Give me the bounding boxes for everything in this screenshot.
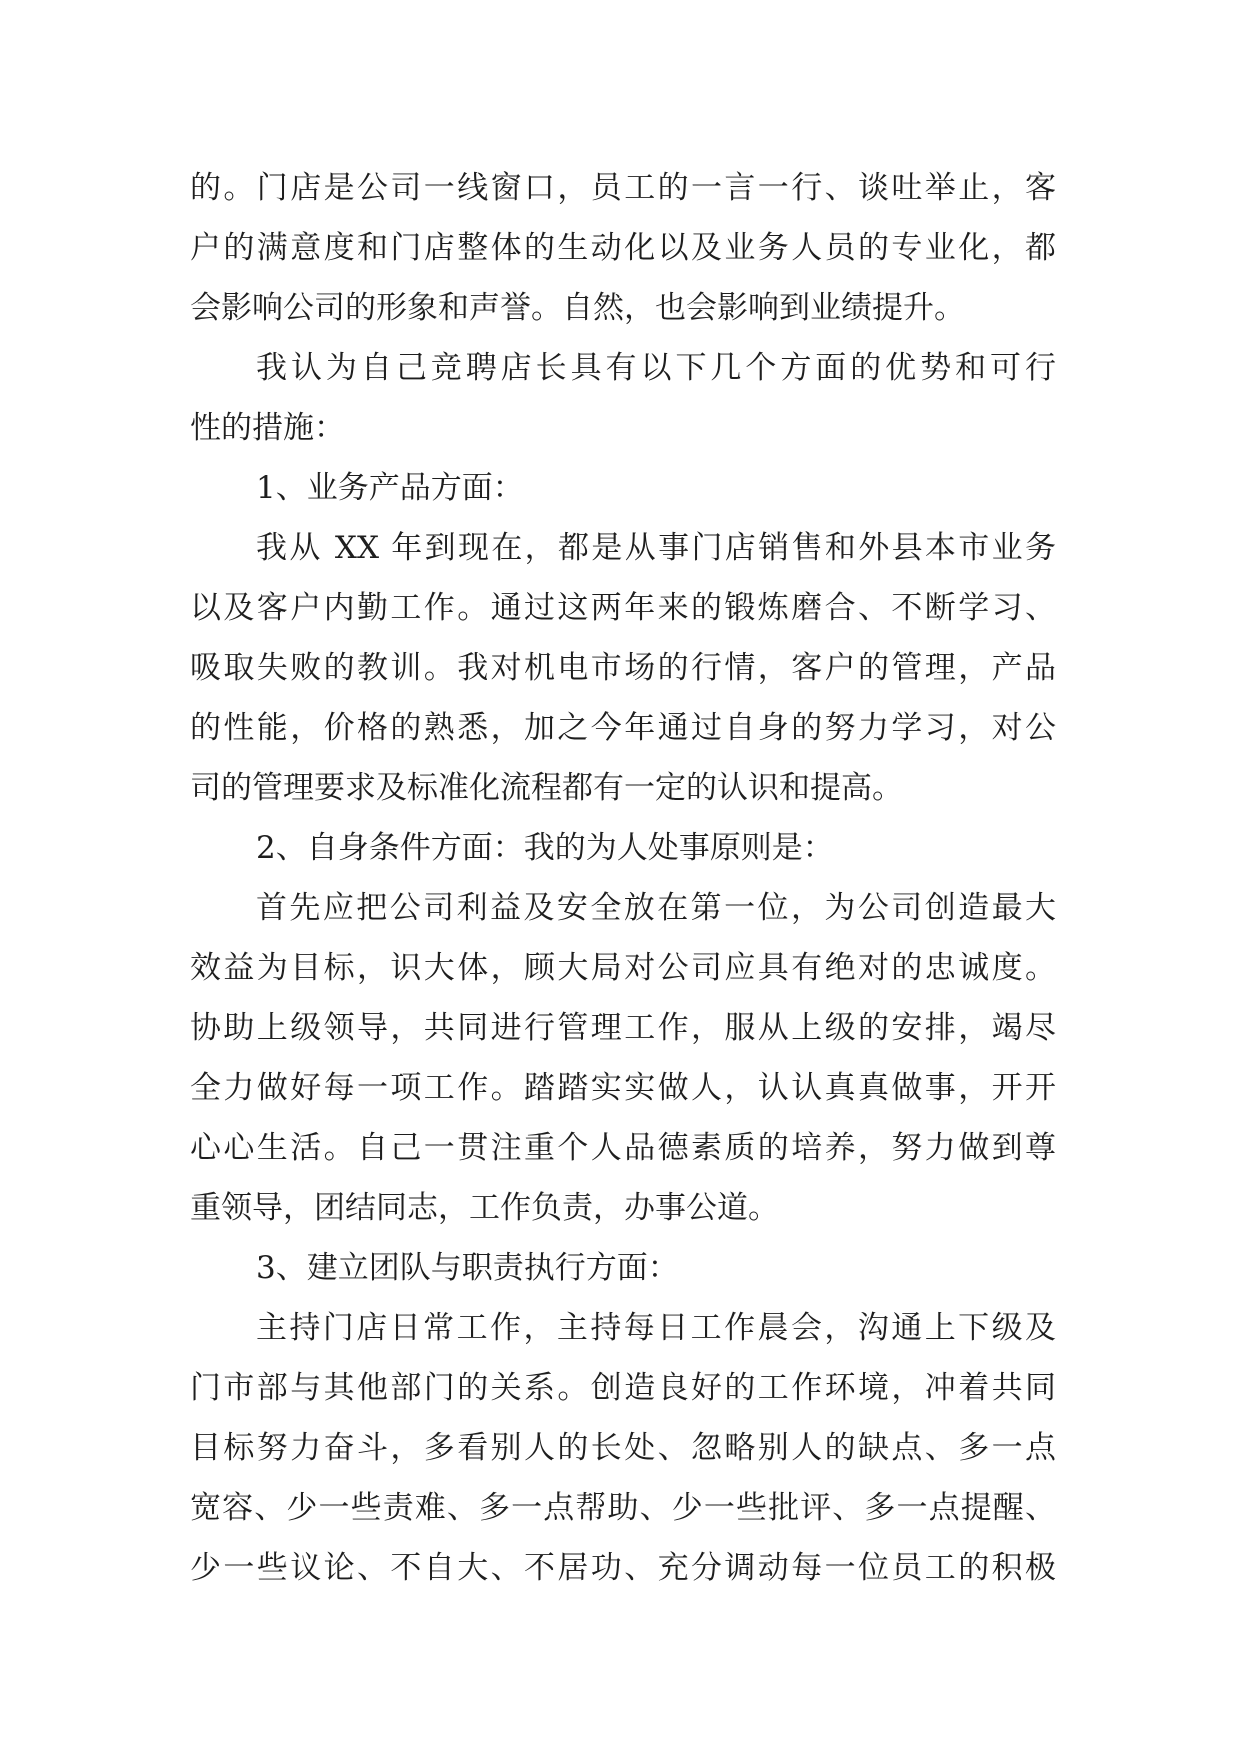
text-line: 的。门店是公司一线窗口，员工的一言一行、谈吐举止，客 xyxy=(190,170,1056,206)
section-heading: 3、建立团队与职责执行方面： xyxy=(256,1250,679,1286)
text-line: 的性能，价格的熟悉，加之今年通过自身的努力学习，对公 xyxy=(190,710,1056,746)
text-line: 司的管理要求及标准化流程都有一定的认识和提高。 xyxy=(190,770,903,806)
text-line: 吸取失败的教训。我对机电市场的行情，客户的管理，产品 xyxy=(190,650,1056,686)
text-line: 门市部与其他部门的关系。创造良好的工作环境，冲着共同 xyxy=(190,1370,1056,1406)
text-line: 宽容、少一些责难、多一点帮助、少一些批评、多一点提醒、 xyxy=(190,1490,1056,1526)
text-line: 主持门店日常工作，主持每日工作晨会，沟通上下级及 xyxy=(256,1310,1056,1346)
text-line: 我从 XX 年到现在，都是从事门店销售和外县本市业务 xyxy=(256,530,1056,566)
text-line: 全力做好每一项工作。踏踏实实做人，认认真真做事，开开 xyxy=(190,1070,1056,1106)
section-heading: 2、自身条件方面：我的为人处事原则是： xyxy=(256,830,834,866)
text-line: 以及客户内勤工作。通过这两年来的锻炼磨合、不断学习、 xyxy=(190,590,1056,626)
text-line: 我认为自己竞聘店长具有以下几个方面的优势和可行 xyxy=(256,350,1056,386)
text-line: 协助上级领导，共同进行管理工作，服从上级的安排，竭尽 xyxy=(190,1010,1056,1046)
text-line: 性的措施： xyxy=(190,410,345,446)
section-heading: 1、业务产品方面： xyxy=(256,470,524,506)
document-body xyxy=(190,158,1056,1598)
text-line: 少一些议论、不自大、不居功、充分调动每一位员工的积极 xyxy=(190,1550,1056,1586)
text-line: 户的满意度和门店整体的生动化以及业务人员的专业化，都 xyxy=(190,230,1056,266)
text-line: 目标努力奋斗，多看别人的长处、忽略别人的缺点、多一点 xyxy=(190,1430,1056,1466)
text-line: 心心生活。自己一贯注重个人品德素质的培养，努力做到尊 xyxy=(190,1130,1056,1166)
text-line: 重领导，团结同志，工作负责，办事公道。 xyxy=(190,1190,779,1226)
text-line: 效益为目标，识大体，顾大局对公司应具有绝对的忠诚度。 xyxy=(190,950,1056,986)
text-line: 会影响公司的形象和声誉。自然，也会影响到业绩提升。 xyxy=(190,290,965,326)
text-line: 首先应把公司利益及安全放在第一位，为公司创造最大 xyxy=(256,890,1056,926)
